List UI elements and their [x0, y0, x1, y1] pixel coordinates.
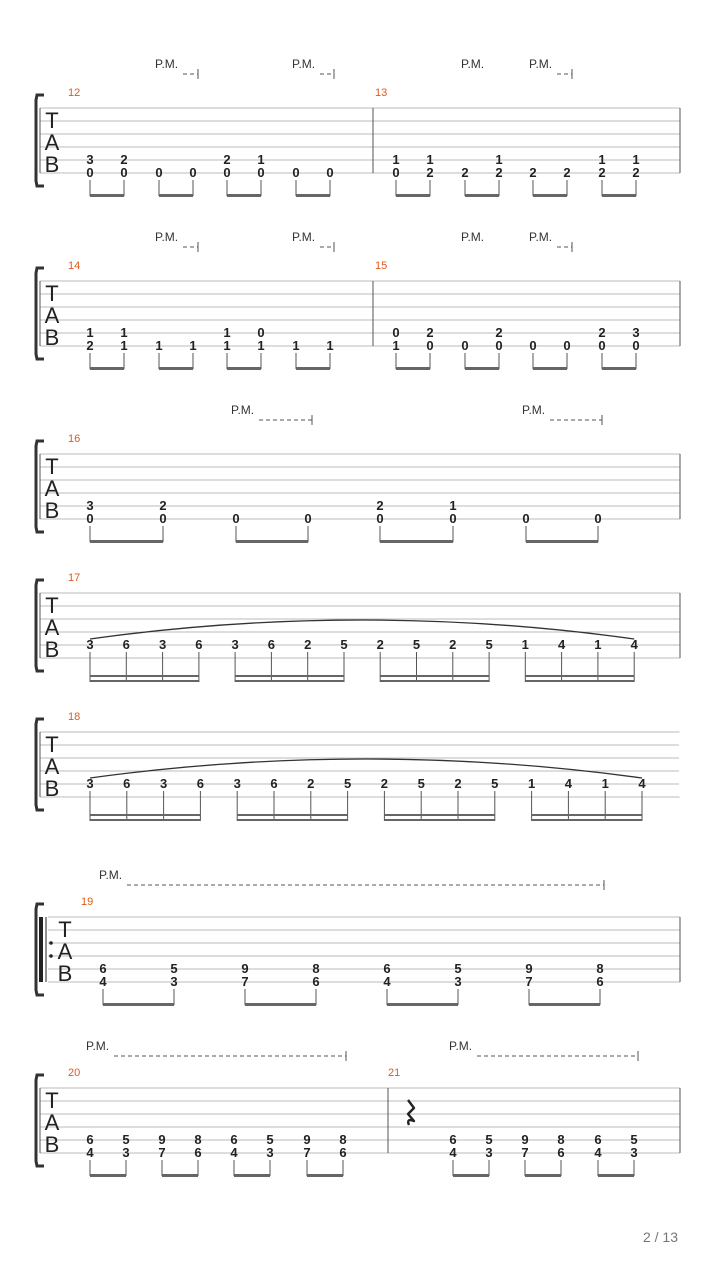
tab-clef-letter: A — [44, 476, 60, 501]
tab-clef-letter: B — [57, 961, 73, 986]
fret-number: 1 — [223, 338, 231, 353]
tab-clef-letter: A — [44, 130, 60, 155]
beam — [235, 675, 344, 677]
fret-number: 1 — [449, 498, 457, 513]
beam — [159, 367, 193, 370]
beam — [236, 540, 308, 543]
palm-mute-label: P.M. — [449, 1039, 473, 1053]
fret-number: 0 — [120, 165, 128, 180]
fret-number: 3 — [158, 637, 167, 652]
beam — [237, 814, 347, 816]
beam — [227, 367, 261, 370]
beam — [235, 680, 344, 682]
fret-number: 9 — [521, 1132, 529, 1147]
palm-mute-label: P.M. — [292, 57, 316, 71]
beam — [380, 675, 489, 677]
fret-number: 3 — [159, 776, 168, 791]
palm-mute-label: P.M. — [86, 1039, 110, 1053]
fret-number: 7 — [303, 1145, 311, 1160]
fret-number: 6 — [230, 1132, 238, 1147]
fret-number: 2 — [461, 165, 469, 180]
beam — [90, 819, 200, 821]
fret-number: 3 — [233, 776, 241, 791]
fret-number: 1 — [86, 325, 94, 340]
fret-number: 6 — [123, 776, 131, 791]
palm-mute-label: P.M. — [461, 230, 485, 244]
beam — [465, 367, 499, 370]
fret-number: 6 — [596, 974, 604, 989]
beam — [245, 1003, 316, 1006]
fret-number: 6 — [267, 637, 276, 652]
tab-clef-letter: A — [44, 615, 60, 640]
tab-clef-letter: A — [57, 939, 73, 964]
fret-number: 3 — [86, 152, 94, 167]
beam — [380, 680, 489, 682]
fret-number: 3 — [632, 325, 640, 340]
fret-number: 4 — [230, 1145, 238, 1160]
repeat-dot — [49, 954, 53, 958]
measure-number: 17 — [68, 572, 81, 584]
beam — [384, 819, 494, 821]
fret-number: 6 — [270, 776, 278, 791]
fret-number: 3 — [122, 1145, 130, 1160]
fret-number: 2 — [159, 498, 167, 513]
fret-number: 6 — [99, 961, 107, 976]
fret-number: 5 — [630, 1132, 638, 1147]
beam — [602, 367, 636, 370]
fret-number: 2 — [426, 165, 434, 180]
fret-number: 6 — [196, 776, 205, 791]
measure-number: 12 — [68, 87, 81, 99]
fret-number: 2 — [454, 776, 462, 791]
beam — [162, 1174, 198, 1177]
fret-number: 9 — [525, 961, 533, 976]
fret-number: 2 — [380, 776, 389, 791]
tab-clef-letter: B — [44, 498, 60, 523]
fret-number: 2 — [495, 165, 503, 180]
fret-number: 8 — [596, 961, 604, 976]
fret-number: 0 — [563, 338, 571, 353]
fret-number: 6 — [449, 1132, 457, 1147]
beam — [465, 194, 499, 197]
fret-number: 6 — [194, 1145, 202, 1160]
palm-mute-label: P.M. — [461, 57, 485, 71]
fret-number: 5 — [454, 961, 462, 976]
beam — [90, 680, 199, 682]
fret-number: 3 — [86, 498, 94, 513]
fret-number: 3 — [266, 1145, 274, 1160]
fret-number: 6 — [594, 1132, 602, 1147]
page-indicator: 2 / 13 — [642, 1229, 678, 1245]
fret-number: 2 — [120, 152, 128, 167]
beam — [90, 814, 200, 816]
fret-number: 5 — [340, 637, 348, 652]
beam — [525, 680, 634, 682]
fret-number: 6 — [195, 637, 203, 652]
tab-clef-letter: B — [44, 637, 60, 662]
fret-number: 0 — [155, 165, 163, 180]
measure-number: 13 — [375, 87, 388, 99]
fret-number: 0 — [449, 511, 457, 526]
fret-number: 0 — [392, 165, 400, 180]
fret-number: 0 — [598, 338, 606, 353]
tab-clef-letter: B — [44, 152, 60, 177]
beam — [532, 819, 642, 821]
beam — [90, 540, 163, 543]
beam — [90, 675, 199, 677]
palm-mute-label: P.M. — [292, 230, 316, 244]
measure-number: 14 — [68, 260, 81, 272]
tab-clef-letter: A — [44, 1110, 60, 1135]
fret-number: 2 — [376, 637, 384, 652]
fret-number: 1 — [495, 152, 503, 167]
fret-number: 1 — [120, 325, 128, 340]
fret-number: 4 — [630, 637, 638, 652]
fret-number: 2 — [449, 637, 457, 652]
fret-number: 6 — [312, 974, 320, 989]
palm-mute-label: P.M. — [529, 230, 553, 244]
beam — [525, 1174, 561, 1177]
beam — [396, 194, 430, 197]
fret-number: 1 — [257, 338, 265, 353]
measure-number: 18 — [68, 711, 81, 723]
fret-number: 0 — [189, 165, 197, 180]
beam — [529, 1003, 600, 1006]
fret-number: 2 — [307, 776, 315, 791]
palm-mute-label: P.M. — [522, 403, 546, 417]
fret-number: 7 — [241, 974, 249, 989]
fret-number: 2 — [304, 637, 312, 652]
fret-number: 6 — [86, 1132, 94, 1147]
repeat-thick-bar — [39, 917, 43, 982]
fret-number: 0 — [257, 165, 265, 180]
beam — [380, 540, 453, 543]
fret-number: 0 — [292, 165, 300, 180]
fret-number: 0 — [392, 325, 400, 340]
fret-number: 1 — [527, 776, 536, 791]
fret-number: 2 — [529, 165, 537, 180]
fret-number: 3 — [485, 1145, 493, 1160]
fret-number: 7 — [158, 1145, 166, 1160]
fret-number: 0 — [159, 511, 167, 526]
fret-number: 5 — [491, 776, 499, 791]
fret-number: 1 — [223, 325, 231, 340]
fret-number: 0 — [529, 338, 537, 353]
tab-clef-letter: B — [44, 325, 60, 350]
measure-number: 21 — [388, 1067, 401, 1079]
tab-clef-letter: B — [44, 1132, 60, 1157]
tab-clef-letter: T — [45, 732, 59, 757]
fret-number: 0 — [223, 165, 231, 180]
beam — [453, 1174, 489, 1177]
fret-number: 2 — [632, 165, 640, 180]
fret-number: 6 — [557, 1145, 565, 1160]
fret-number: 8 — [194, 1132, 202, 1147]
fret-number: 5 — [122, 1132, 130, 1147]
fret-number: 7 — [521, 1145, 529, 1160]
fret-number: 1 — [189, 338, 197, 353]
fret-number: 5 — [412, 637, 421, 652]
fret-number: 2 — [376, 498, 384, 513]
beam — [90, 194, 124, 197]
fret-number: 0 — [522, 511, 530, 526]
fret-number: 9 — [158, 1132, 166, 1147]
fret-number: 1 — [594, 637, 602, 652]
fret-number: 5 — [417, 776, 425, 791]
fret-number: 0 — [232, 511, 240, 526]
fret-number: 5 — [170, 961, 178, 976]
fret-number: 4 — [564, 776, 573, 791]
beam — [598, 1174, 634, 1177]
fret-number: 6 — [122, 637, 130, 652]
fret-number: 1 — [292, 338, 300, 353]
fret-number: 7 — [525, 974, 533, 989]
tab-clef-letter: T — [45, 593, 59, 618]
tab-clef-letter: T — [45, 108, 59, 133]
fret-number: 3 — [231, 637, 239, 652]
fret-number: 0 — [632, 338, 640, 353]
fret-number: 1 — [257, 152, 265, 167]
fret-number: 6 — [383, 961, 391, 976]
fret-number: 8 — [312, 961, 320, 976]
beam — [532, 814, 642, 816]
tab-clef-letter: B — [44, 776, 60, 801]
palm-mute-label: P.M. — [99, 868, 123, 882]
fret-number: 1 — [120, 338, 128, 353]
fret-number: 1 — [326, 338, 334, 353]
fret-number: 1 — [598, 152, 606, 167]
palm-mute-label: P.M. — [155, 57, 179, 71]
beam — [526, 540, 598, 543]
fret-number: 1 — [392, 152, 400, 167]
beam — [159, 194, 193, 197]
beam — [227, 194, 261, 197]
fret-number: 0 — [376, 511, 384, 526]
slur — [90, 759, 642, 778]
beam — [384, 814, 494, 816]
fret-number: 4 — [594, 1145, 602, 1160]
fret-number: 4 — [99, 974, 107, 989]
tab-clef-letter: A — [44, 303, 60, 328]
fret-number: 6 — [339, 1145, 347, 1160]
tab-clef-letter: T — [45, 281, 59, 306]
tab-clef-letter: A — [44, 754, 60, 779]
beam — [533, 367, 567, 370]
fret-number: 9 — [241, 961, 249, 976]
measure-number: 20 — [68, 1067, 81, 1079]
fret-number: 0 — [304, 511, 312, 526]
fret-number: 3 — [454, 974, 462, 989]
measure-number: 15 — [375, 260, 388, 272]
fret-number: 0 — [495, 338, 503, 353]
tab-clef-letter: T — [58, 917, 72, 942]
fret-number: 2 — [86, 338, 94, 353]
fret-number: 5 — [485, 1132, 493, 1147]
fret-number: 2 — [563, 165, 571, 180]
fret-number: 2 — [223, 152, 231, 167]
measure-number: 16 — [68, 433, 81, 445]
palm-mute-label: P.M. — [231, 403, 255, 417]
quarter-rest — [408, 1100, 414, 1125]
fret-number: 0 — [86, 511, 94, 526]
fret-number: 0 — [594, 511, 602, 526]
fret-number: 3 — [86, 637, 94, 652]
beam — [533, 194, 567, 197]
fret-number: 1 — [392, 338, 400, 353]
fret-number: 3 — [170, 974, 178, 989]
fret-number: 1 — [155, 338, 163, 353]
fret-number: 9 — [303, 1132, 311, 1147]
beam — [296, 367, 330, 370]
slur — [90, 620, 634, 639]
palm-mute-label: P.M. — [155, 230, 179, 244]
fret-number: 1 — [632, 152, 640, 167]
fret-number: 0 — [461, 338, 469, 353]
tab-clef-letter: T — [45, 454, 59, 479]
beam — [90, 1174, 126, 1177]
fret-number: 4 — [449, 1145, 457, 1160]
fret-number: 8 — [557, 1132, 565, 1147]
beam — [602, 194, 636, 197]
beam — [237, 819, 347, 821]
fret-number: 2 — [495, 325, 503, 340]
fret-number: 4 — [86, 1145, 94, 1160]
tab-clef-letter: T — [45, 1088, 59, 1113]
repeat-dot — [49, 941, 53, 945]
fret-number: 2 — [426, 325, 434, 340]
fret-number: 4 — [557, 637, 566, 652]
fret-number: 0 — [86, 165, 94, 180]
beam — [396, 367, 430, 370]
fret-number: 3 — [630, 1145, 638, 1160]
fret-number: 5 — [485, 637, 493, 652]
beam — [103, 1003, 174, 1006]
beam — [307, 1174, 343, 1177]
fret-number: 1 — [601, 776, 609, 791]
fret-number: 8 — [339, 1132, 347, 1147]
fret-number: 2 — [598, 325, 606, 340]
fret-number: 5 — [266, 1132, 274, 1147]
fret-number: 1 — [521, 637, 529, 652]
fret-number: 5 — [343, 776, 352, 791]
fret-number: 0 — [326, 165, 334, 180]
measure-number: 19 — [81, 896, 94, 908]
fret-number: 3 — [86, 776, 94, 791]
beam — [296, 194, 330, 197]
fret-number: 0 — [426, 338, 434, 353]
beam — [525, 675, 634, 677]
beam — [90, 367, 124, 370]
beam — [234, 1174, 270, 1177]
fret-number: 2 — [598, 165, 606, 180]
fret-number: 4 — [638, 776, 646, 791]
beam — [387, 1003, 458, 1006]
palm-mute-label: P.M. — [529, 57, 553, 71]
fret-number: 4 — [383, 974, 391, 989]
fret-number: 0 — [257, 325, 265, 340]
fret-number: 1 — [426, 152, 434, 167]
